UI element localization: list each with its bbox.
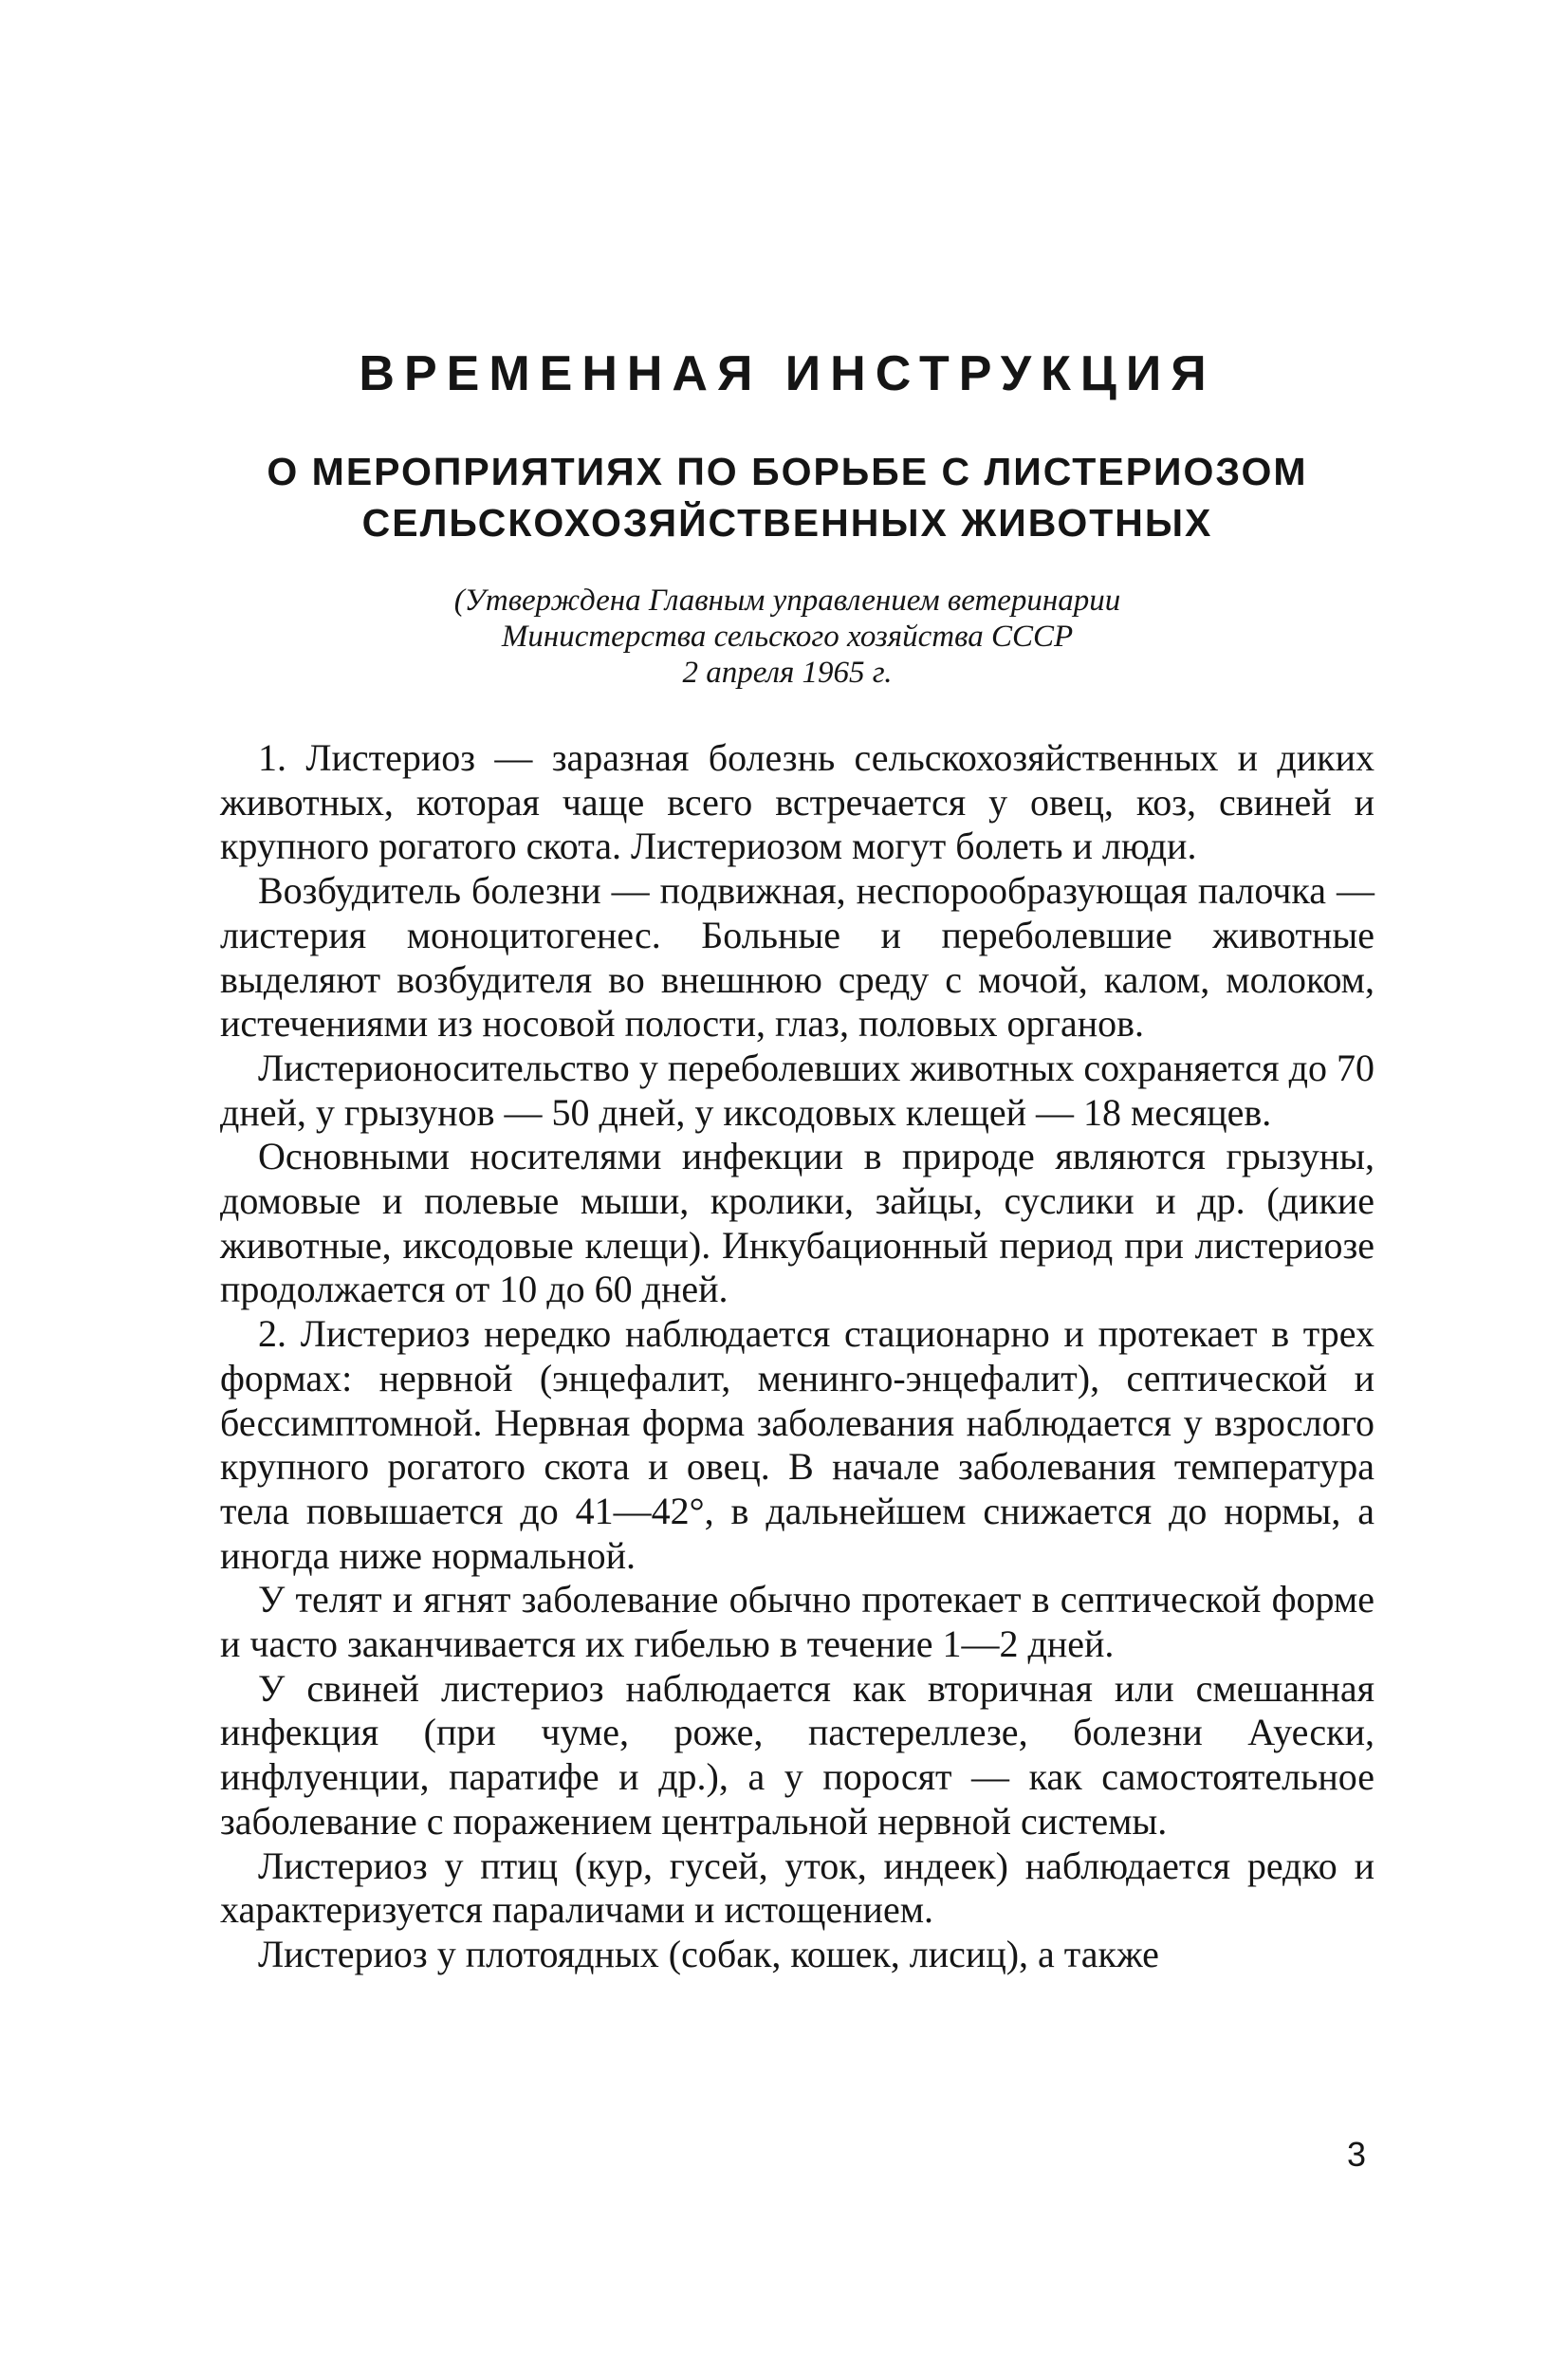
subtitle-line-2: СЕЛЬСКОХОЗЯЙСТВЕННЫХ ЖИВОТНЫХ xyxy=(361,501,1213,545)
paragraph: 2. Листериоз нередко наблюдается стационарно и протекает в трех формах: нервной (энцефалит, менинго-энцефалит), септической и бессимптомной. Нервная форма заболевания наблюдается у взрослого крупного рогатого скота и овец. В начале заболевания температура тела повышается до 41—42°, в дальнейшем снижается до нормы, а иногда ниже нормальной. xyxy=(220,1312,1374,1577)
approval-line-1: (Утверждена Главным управлением ветеринарии xyxy=(453,584,1121,618)
body-text xyxy=(220,736,1374,1977)
paragraph: 1. Листериоз — заразная болезнь сельскохозяйственных и диких животных, которая чаще всего встречается у овец, коз, свиней и крупного рогатого скота. Листериозом могут болеть и люди. xyxy=(220,736,1374,868)
approval-note xyxy=(285,583,1290,691)
approval-line-3: 2 апреля 1965 г. xyxy=(682,656,893,690)
paragraph: Возбудитель болезни — подвижная, неспорообразующая палочка — листерия моноцитогенес. Больные и переболевшие животные выделяют возбудителя во внешнюю среду с мочой, калом, молоком, истечениями из носовой полости, глаз, половых органов. xyxy=(220,869,1374,1046)
subtitle-line-1: О МЕРОПРИЯТИЯХ ПО БОРЬБЕ С ЛИСТЕРИОЗОМ xyxy=(267,450,1308,493)
paragraph: Листериоз у плотоядных (собак, кошек, лисиц), а также xyxy=(258,1932,1159,1975)
approval-line-2: Министерства сельского хозяйства СССР xyxy=(501,620,1074,654)
page-number: 3 xyxy=(1346,2135,1366,2174)
paragraph: У телят и ягнят заболевание обычно протекает в септической форме и часто заканчивается их гибелью в течение 1—2 дней. xyxy=(220,1578,1374,1666)
paragraph: Основными носителями инфекции в природе являются грызуны, домовые и полевые мыши, кролики, зайцы, суслики и др. (дикие животные, иксодовые клещи). Инкубационный период при листериозе продолжается от 10 до 60 дней. xyxy=(220,1135,1374,1311)
paragraph: Листериоз у птиц (кур, гусей, уток, индеек) наблюдается редко и характеризуется параличами и истощением. xyxy=(220,1843,1374,1932)
document-subtitle xyxy=(171,446,1404,548)
document-title: ВРЕМЕННАЯ ИНСТРУКЦИЯ xyxy=(359,346,1216,401)
paragraph: У свиней листериоз наблюдается как вторичная или смешанная инфекция (при чуме, роже, пастереллезе, болезни Ауески, инфлуенции, паратифе и др.), а у поросят — как самостоятельное заболевание с поражением центральной нервной системы. xyxy=(220,1666,1374,1843)
paragraph: Листерионосительство у переболевших животных сохраняется до 70 дней, у грызунов — 50 дней, у иксодовых клещей — 18 месяцев. xyxy=(220,1046,1374,1134)
